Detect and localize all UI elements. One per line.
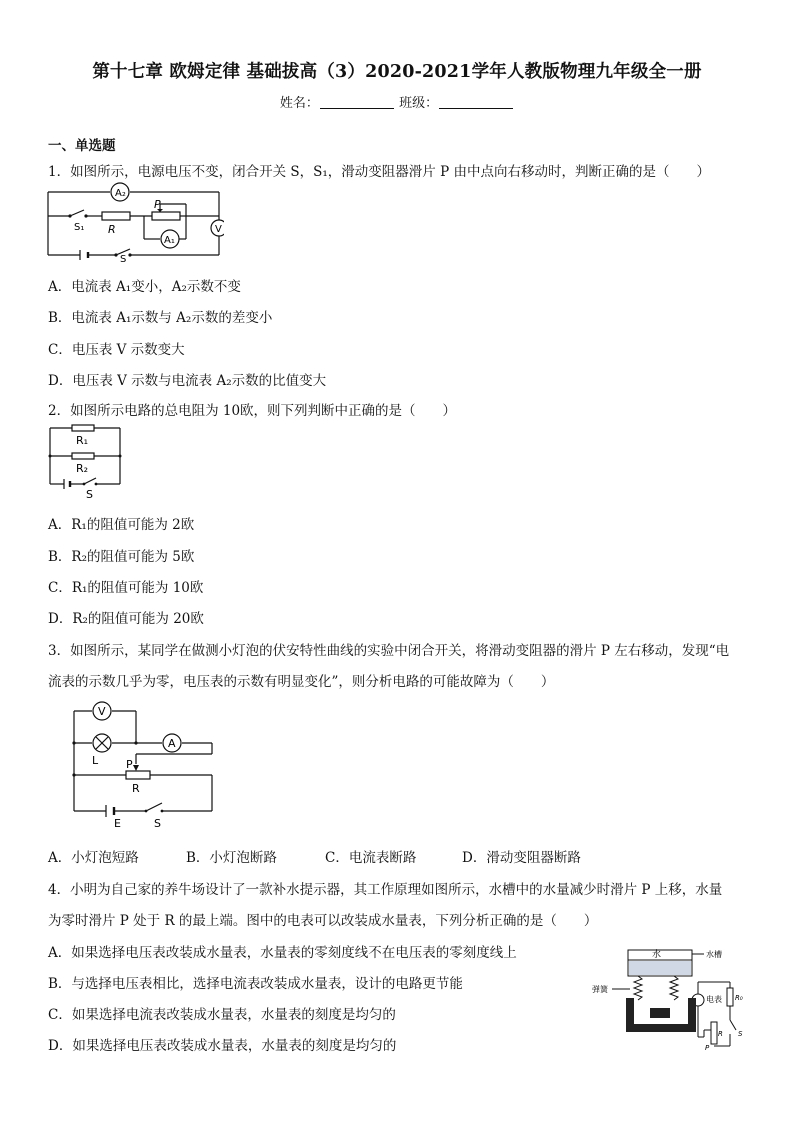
q3-fig-A: A (168, 737, 176, 750)
q3-option-d[interactable]: D．滑动变阻器断路 (462, 850, 581, 866)
q1-fig-S: S (120, 254, 127, 262)
q3-option-c[interactable]: C．电流表断路 (325, 850, 417, 866)
section-heading: 一、单选题 (48, 138, 116, 154)
q2-option-d[interactable]: D．R₂的阻值可能为 20欧 (48, 611, 204, 627)
q4-water-fill (629, 961, 691, 975)
name-blank[interactable] (320, 95, 394, 109)
q4-fig-spring: 弹簧 (592, 985, 608, 994)
q1-fig-S1: S₁ (74, 222, 85, 233)
q1-stem: 1．如图所示，电源电压不变，闭合开关 S，S₁，滑动变阻器滑片 P 由中点向右移动时，判断正确的是（ ） (48, 164, 710, 180)
q3-fig-P: P (126, 758, 133, 771)
q4-magnet-core (650, 1008, 670, 1018)
q4-fig-tank: 水槽 (706, 950, 722, 959)
q4-fig-water: 水 (652, 950, 662, 960)
q1-option-a[interactable]: A．电流表 A₁变小，A₂示数不变 (48, 279, 241, 295)
q4-fig-meter: 电表 (706, 995, 722, 1004)
q1-fig-A2: A₂ (115, 188, 126, 199)
q4-apparatus-diagram (590, 942, 760, 1057)
q4-option-c[interactable]: C．如果选择电流表改装成水量表，水量表的刻度是均匀的 (48, 1007, 396, 1023)
q4-option-b[interactable]: B．与选择电压表相比，选择电流表改装成水量表，设计的电路更节能 (48, 976, 463, 992)
q4-fig-R0: R₀ (735, 994, 743, 1002)
q4-fig-R: R (718, 1030, 723, 1038)
q1-fig-R: R (108, 223, 116, 236)
name-class-line (0, 92, 794, 111)
q3-option-b[interactable]: B．小灯泡断路 (186, 850, 277, 866)
q1-fig-A1: A₁ (164, 235, 175, 246)
q3-fig-E: E (114, 817, 121, 830)
q3-circuit-diagram (62, 696, 222, 830)
q2-option-b[interactable]: B．R₂的阻值可能为 5欧 (48, 549, 195, 565)
q4-fig-P: P (705, 1044, 710, 1052)
q1-option-c[interactable]: C．电压表 V 示数变大 (48, 342, 185, 358)
q3-fig-R: R (132, 782, 140, 795)
q3-fig-S: S (154, 817, 161, 830)
q1-circuit-diagram (44, 180, 224, 262)
q3-fig-L: L (92, 754, 99, 767)
q3-stem-line-1: 3．如图所示，某同学在做测小灯泡的伏安特性曲线的实验中闭合开关，将滑动变阻器的滑片 P 左右移动，发现“电 (48, 643, 730, 659)
q4-fig-S: S (738, 1030, 743, 1038)
q2-option-a[interactable]: A．R₁的阻值可能为 2欧 (48, 517, 195, 533)
q2-fig-S: S (86, 488, 93, 500)
q1-option-b[interactable]: B．电流表 A₁示数与 A₂示数的差变小 (48, 310, 273, 326)
class-blank[interactable] (439, 95, 513, 109)
page-title: 第十七章 欧姆定律 基础拔高（3）2020-2021学年人教版物理九年级全一册 (92, 62, 702, 82)
q2-fig-R2: R₂ (76, 462, 89, 475)
q2-circuit-diagram (44, 422, 134, 500)
q3-stem-line-2: 流表的示数几乎为零，电压表的示数有明显变化”，则分析电路的可能故障为（ ） (48, 674, 555, 690)
q1-option-d[interactable]: D．电压表 V 示数与电流表 A₂示数的比值变大 (48, 373, 327, 389)
q4-option-a[interactable]: A．如果选择电压表改装成水量表，水量表的零刻度线不在电压表的零刻度线上 (48, 945, 517, 961)
q4-stem-line-2: 为零时滑片 P 处于 R 的最上端。图中的电表可以改装成水量表，下列分析正确的是（ ） (48, 913, 598, 929)
q2-option-c[interactable]: C．R₁的阻值可能为 10欧 (48, 580, 204, 596)
q4-stem-line-1: 4．小明为自己家的养牛场设计了一款补水提示器，其工作原理如图所示，水槽中的水量减少时滑片 P 上移，水量 (48, 882, 723, 898)
q4-option-d[interactable]: D．如果选择电压表改装成水量表，水量表的刻度是均匀的 (48, 1038, 397, 1054)
q2-stem: 2．如图所示电路的总电阻为 10欧，则下列判断中正确的是（ ） (48, 403, 457, 419)
q2-fig-R1: R₁ (76, 434, 89, 447)
q3-fig-V: V (98, 705, 106, 718)
q1-fig-V: V (215, 224, 222, 235)
q3-option-a[interactable]: A．小灯泡短路 (48, 850, 139, 866)
q1-fig-P: P (154, 198, 161, 211)
name-label: 姓名： (279, 96, 319, 111)
class-label: 班级： (399, 96, 439, 111)
